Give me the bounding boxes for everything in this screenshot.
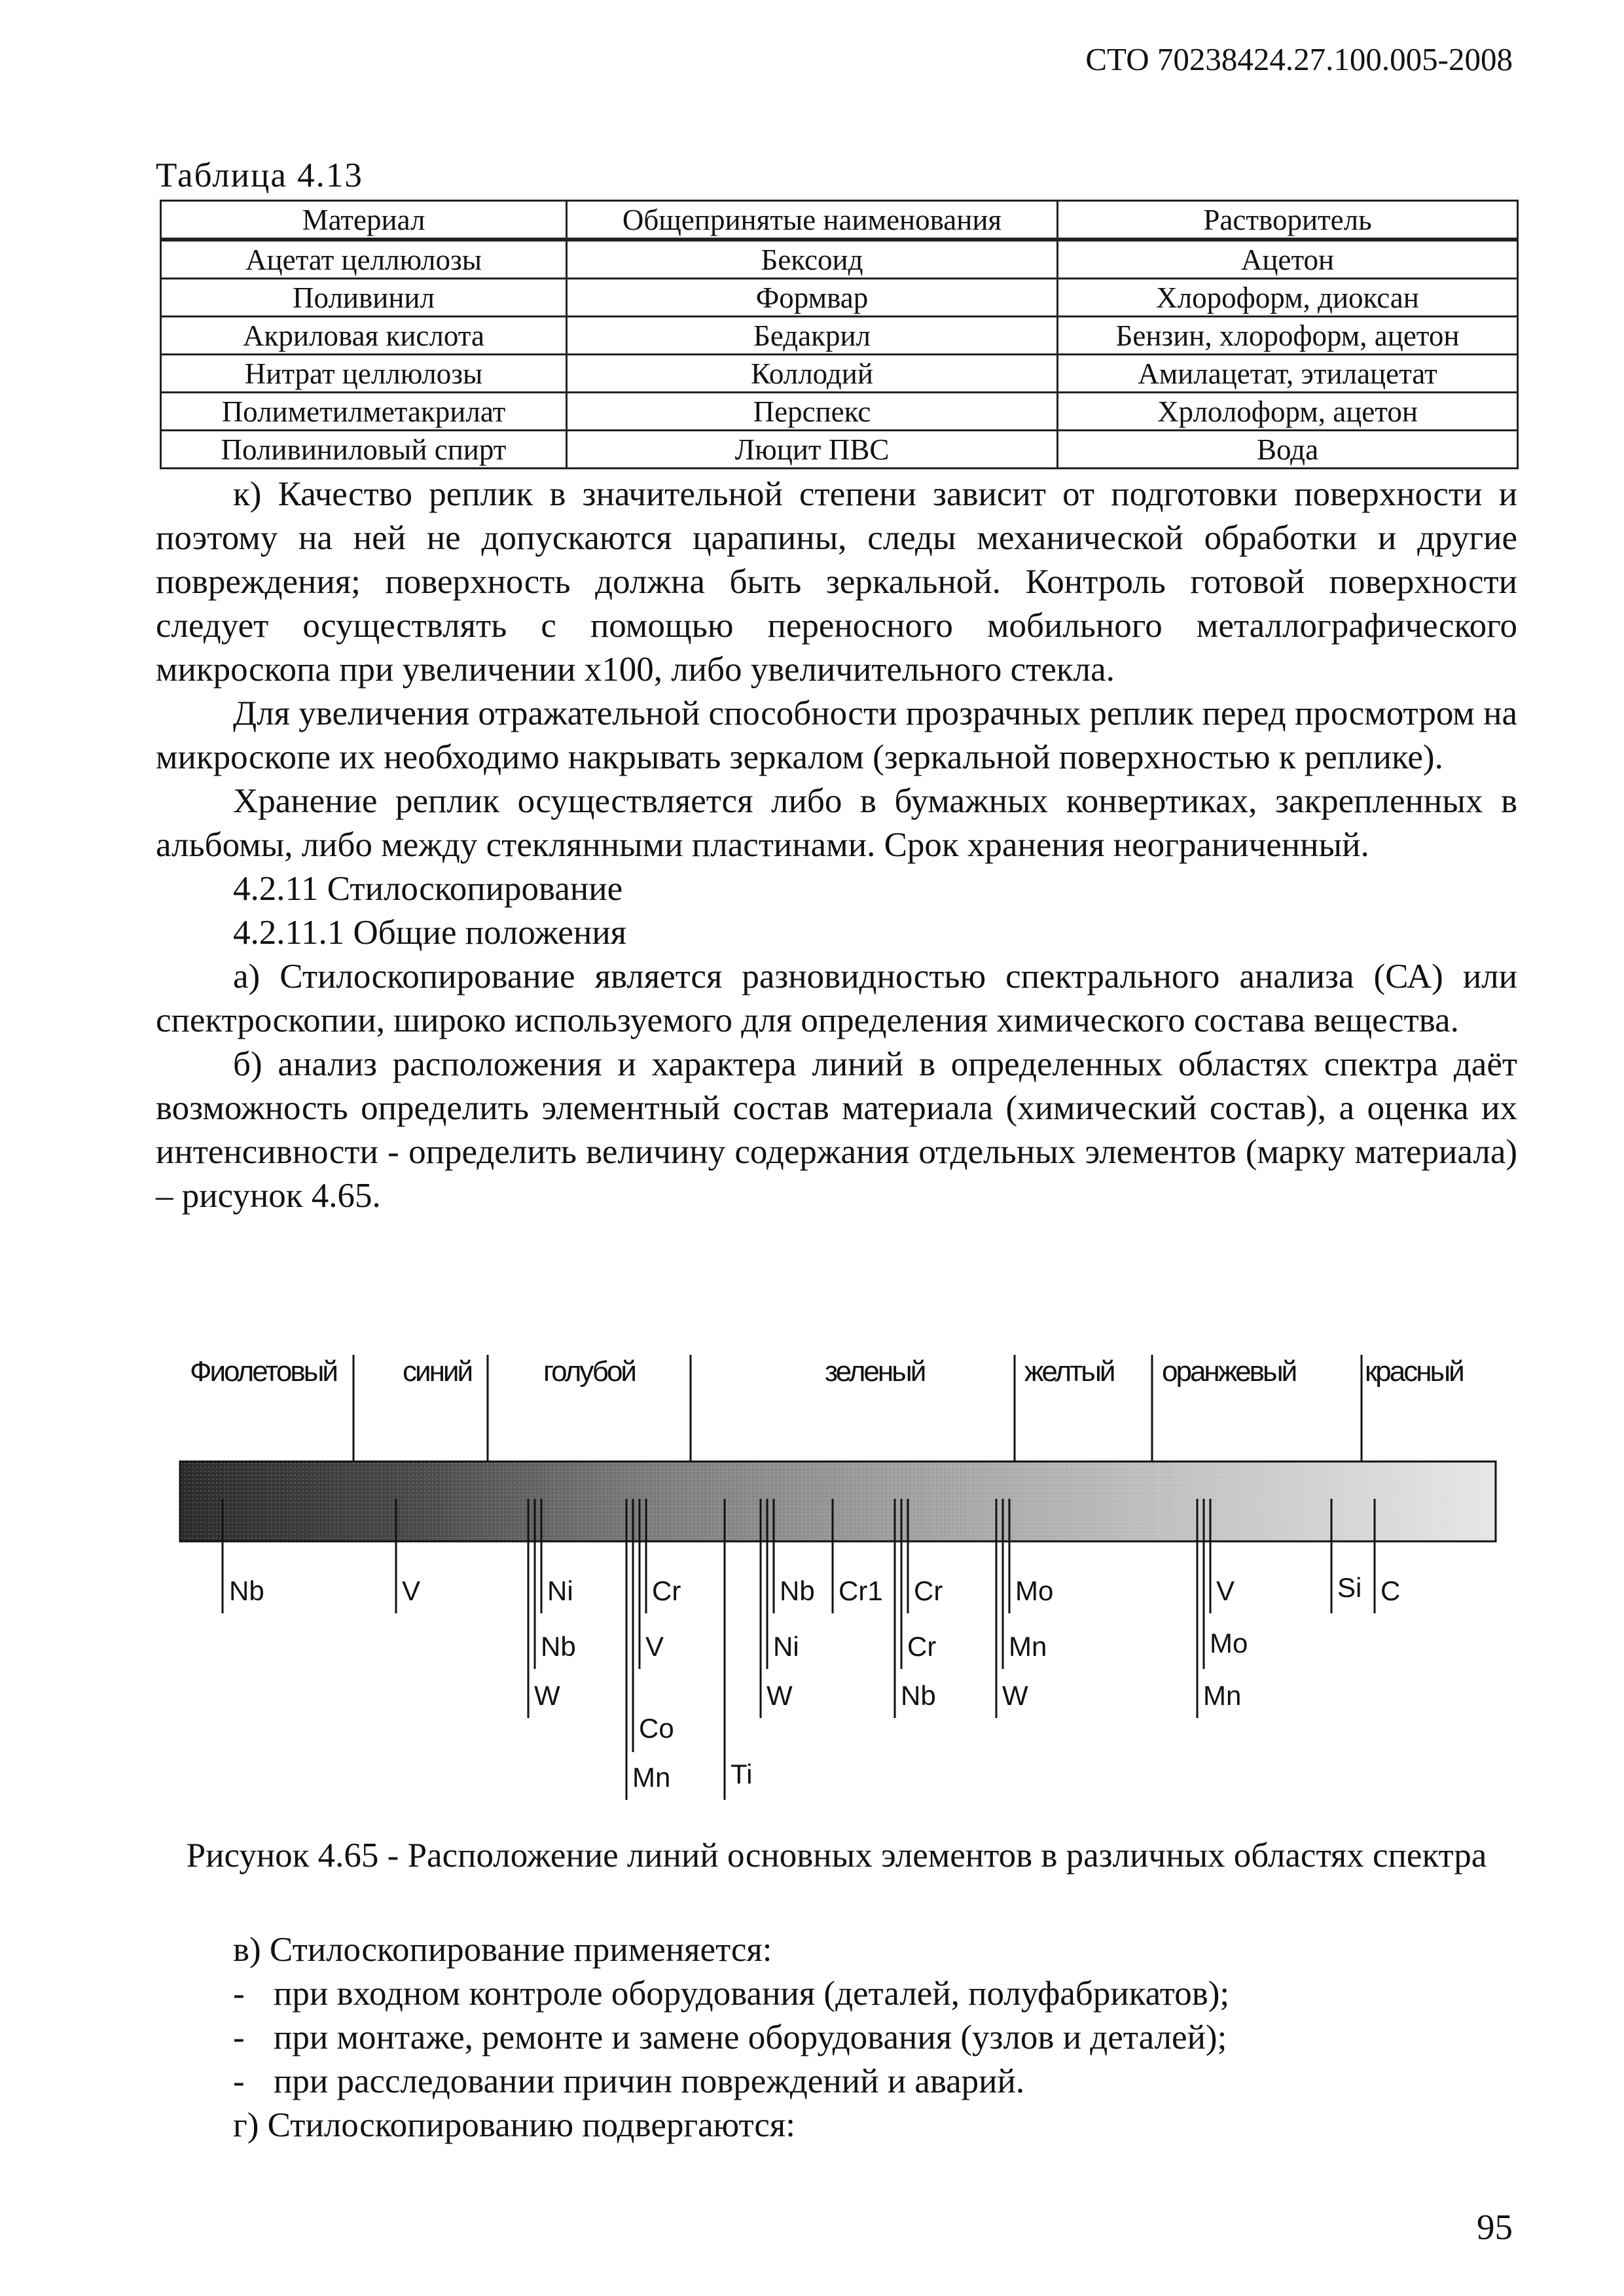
region-label-cyan: голубой [543,1355,636,1388]
body-text-bottom [156,1928,1517,2147]
paragraph-b: б) анализ расположения и характера линий в определенных областях спектра даёт возможность определить элементный состав материала (химический состав), а оценка их интенсивности - определить величину содержания отдельных элементов (марку материала) – рисунок 4.65. [156,1045,1517,1215]
table-cell: Формвар [567,279,1058,317]
materials-table [160,200,1519,469]
element-label: Cr [907,1631,937,1662]
table-row [161,279,1518,317]
element-label: Ti [731,1759,753,1789]
section-heading-4-2-11: 4.2.11 Стилоскопирование [233,870,623,908]
region-label-violet: Фиолетовый [190,1355,336,1388]
table-caption: Таблица 4.13 [156,156,363,194]
table-cell: Полиметилметакрилат [161,393,567,431]
element-label: Mo [1210,1628,1248,1659]
column-header-solvent: Растворитель [1058,201,1518,240]
table-cell: Перспекс [567,393,1058,431]
paragraph-g: г) Стилоскопированию подвергаются: [233,2106,795,2144]
table-cell: Хрлолоформ, ацетон [1058,393,1518,431]
list-dash: - [233,2062,245,2100]
element-label: W [1002,1680,1028,1711]
list-item [156,1972,1517,2016]
paragraph-storage: Хранение реплик осуществляется либо в бумажных конвертиках, закрепленных в альбомы, либо между стеклянными пластинами. Срок хранения неограниченный. [156,782,1517,864]
element-label: Cr1 [839,1575,883,1606]
region-label-orange: оранжевый [1162,1355,1296,1388]
list-item-text: при расследовании причин повреждений и аварий. [274,2062,1025,2100]
table-row [161,317,1518,355]
paragraph-a: а) Стилоскопирование является разновидностью спектрального анализа (СА) или спектроскопии, широко используемого для определения химического состава вещества. [156,958,1517,1039]
list-item [156,2016,1517,2060]
column-header-names: Общепринятые наименования [567,201,1058,240]
element-label: Co [639,1713,674,1744]
element-label: C [1380,1575,1401,1606]
list-dash: - [233,1975,245,2013]
element-label: Ni [547,1575,573,1606]
element-label: Nb [229,1575,264,1606]
table-row [161,431,1518,469]
figure-caption: Рисунок 4.65 - Расположение линий основных элементов в различных областях спектра [186,1837,1487,1874]
table-row [161,240,1518,279]
element-label: V [1216,1575,1235,1606]
element-label: Ni [773,1631,799,1662]
element-label: V [402,1575,421,1606]
subsection-heading-4-2-11-1: 4.2.11.1 Общие положения [233,914,627,952]
region-label-green: зеленый [825,1355,925,1388]
table-cell: Бедакрил [567,317,1058,355]
table-cell: Вода [1058,431,1518,469]
element-label: Si [1337,1572,1362,1603]
paragraph-v: в) Стилоскопирование применяется: [233,1931,772,1969]
list-item-text: при входном контроле оборудования (деталей, полуфабрикатов); [274,1975,1230,2013]
element-label: W [767,1680,793,1711]
element-label: Nb [780,1575,815,1606]
element-label: Nb [541,1631,576,1662]
page-number: 95 [1477,2207,1513,2247]
region-label-blue: синий [403,1355,472,1388]
element-label: Mn [1203,1680,1242,1711]
table-cell: Поливиниловый спирт [161,431,567,469]
element-label: Nb [901,1680,936,1711]
region-label-red: красный [1365,1355,1463,1388]
table-cell: Коллодий [567,355,1058,393]
spectrum-figure [171,1352,1507,1829]
table-cell: Бексоид [567,240,1058,279]
table-row [161,393,1518,431]
table-cell: Нитрат целлюлозы [161,355,567,393]
region-label-yellow: желтый [1024,1355,1114,1388]
element-label: Cr [914,1575,943,1606]
element-label: W [534,1680,560,1711]
table-cell: Акриловая кислота [161,317,567,355]
list-item-text: при монтаже, ремонте и замене оборудования (узлов и деталей); [274,2018,1227,2056]
table-cell: Люцит ПВС [567,431,1058,469]
element-label: Mo [1015,1575,1054,1606]
paragraph-reflectivity: Для увеличения отражательной способности прозрачных реплик перед просмотром на микроскопе их необходимо накрывать зеркалом (зеркальной поверхностью к реплике). [156,694,1517,776]
table-cell: Ацетат целлюлозы [161,240,567,279]
document-code: СТО 70238424.27.100.005-2008 [1085,41,1513,77]
table-row [161,355,1518,393]
element-label: Cr [652,1575,681,1606]
table-cell: Амилацетат, этилацетат [1058,355,1518,393]
table-cell: Ацетон [1058,240,1518,279]
paragraph-k: к) Качество реплик в значительной степени зависит от подготовки поверхности и поэтому на ней не допускаются царапины, следы механической обработки и другие повреждения; поверхность должна быть зеркальной. Контроль готовой поверхности следует осуществлять с помощью переносного мобильного металлографического микроскопа при увеличении х100, либо увеличительного стекла. [156,475,1517,689]
element-label: Mn [632,1762,671,1793]
table-header-row [161,201,1518,240]
element-label: V [645,1631,664,1662]
spectrum-texture [180,1462,1496,1541]
body-text-top [156,473,1517,1218]
table-cell: Поливинил [161,279,567,317]
list-item [156,2060,1517,2104]
element-label: Mn [1009,1631,1047,1662]
list-dash: - [233,2018,245,2056]
table-cell: Хлороформ, диоксан [1058,279,1518,317]
column-header-material: Материал [161,201,567,240]
table-cell: Бензин, хлороформ, ацетон [1058,317,1518,355]
